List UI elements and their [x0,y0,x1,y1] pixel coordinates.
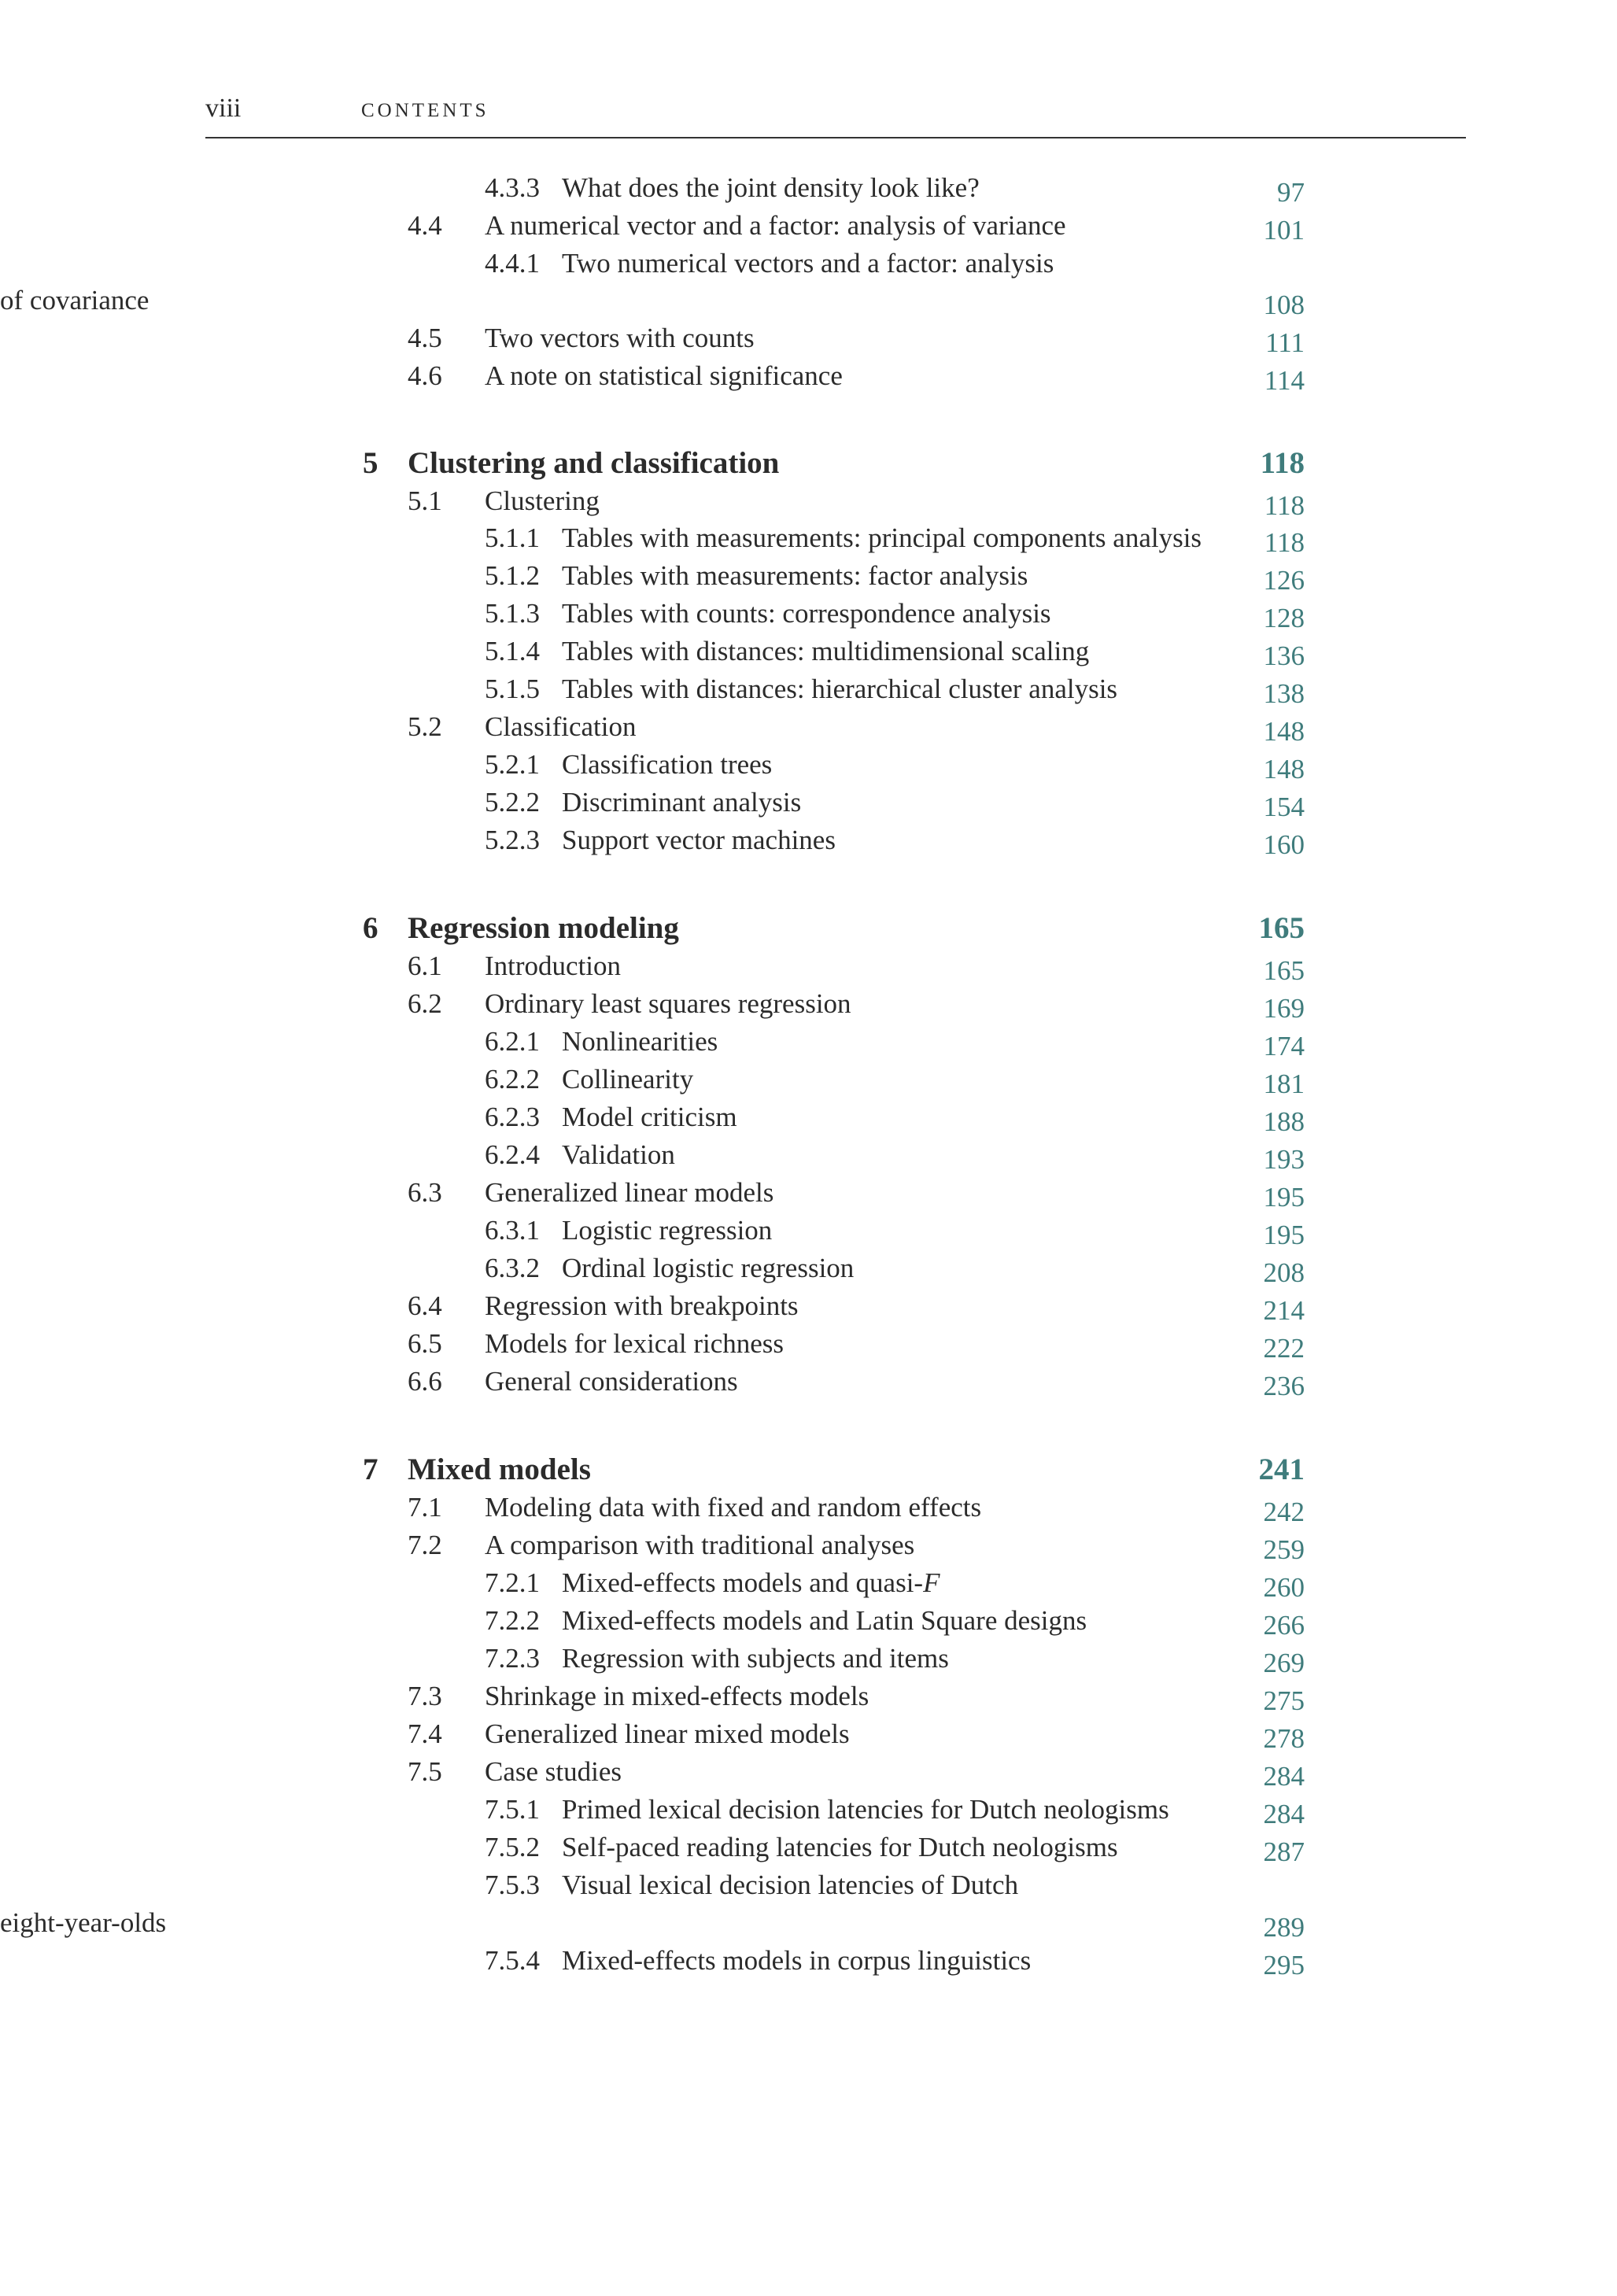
toc-entry-title: Nonlinearities [562,1026,718,1057]
toc-entry-number: 5.2.1 [485,749,540,780]
toc-entry [0,671,1617,707]
toc-entry-number: 4.6 [408,360,442,391]
toc-entry-number: 5.2.3 [485,825,540,855]
toc-entry-number: 7.2.2 [485,1605,540,1636]
toc-entry-title: A comparison with traditional analyses [485,1530,915,1560]
toc-entry-title: Collinearity [562,1064,694,1094]
toc-entry-title: Tables with distances: multidimensional scaling [562,636,1090,666]
toc-page-number: 236 [1263,1371,1305,1401]
toc-entry [0,1867,1617,1903]
toc-entry [0,747,1617,783]
toc-entry-number: 7.5.1 [485,1794,540,1825]
toc-entry [0,358,1617,394]
toc-entry [0,1754,1617,1790]
toc-entry [0,1364,1617,1400]
toc-page-number: 118 [1264,527,1305,558]
toc-entry-title: Ordinary least squares regression [485,988,851,1019]
toc-entry [0,1641,1617,1677]
toc-entry [0,1603,1617,1639]
toc-entry-number: 6.3.2 [485,1253,540,1283]
toc-page-number: 193 [1263,1144,1305,1175]
toc-entry-title: Modeling data with fixed and random effects [485,1492,982,1523]
toc-page-number: 287 [1263,1836,1305,1867]
toc-entry-title: Generalized linear models [485,1177,774,1208]
toc-entry [0,1061,1617,1098]
toc-entry-number: 7.5 [408,1756,442,1787]
toc-entry [0,170,1617,206]
toc-entry-number: 5.1 [408,485,442,516]
toc-page-number: 118 [1264,490,1305,521]
toc-page-number: 154 [1263,792,1305,822]
toc-entry [0,1024,1617,1060]
toc-entry-title: Self-paced reading latencies for Dutch neologisms [562,1832,1118,1862]
toc-entry-number: 5.2.2 [485,787,540,818]
toc-entry-title: eight-year-olds [0,1907,167,1938]
toc-entry [0,1905,1617,1941]
toc-entry-number: 4.5 [408,323,442,353]
toc-page-number: 284 [1263,1799,1305,1829]
toc-entry [0,1326,1617,1362]
toc-entry-title: Introduction [485,951,622,981]
toc-entry-number: 6.2.4 [485,1139,540,1170]
toc-page-number: 242 [1263,1497,1305,1527]
toc-entry-title: Logistic regression [562,1215,773,1246]
toc-entry-title: Classification trees [562,749,773,780]
toc-entry-title: Models for lexical richness [485,1328,785,1359]
running-head: CONTENTS [361,100,489,121]
toc-entry-number: 7.4 [408,1718,442,1749]
toc-entry-title: A numerical vector and a factor: analysis of variance [485,210,1066,241]
toc-entry-number: 6.2.1 [485,1026,540,1057]
toc-entry-number: 5.2 [408,711,442,742]
toc-entry-title: Visual lexical decision latencies of Dutch [562,1870,1019,1900]
toc-page-number: 188 [1263,1106,1305,1137]
toc-page-number: 165 [1263,955,1305,986]
toc-page-number: 275 [1263,1685,1305,1716]
toc-entry-title: Support vector machines [562,825,836,855]
toc-entry-number: 7.5.4 [485,1945,540,1976]
toc-entry-title: Regression modeling [408,911,679,945]
toc-entry-number: 7.2.3 [485,1643,540,1674]
toc-entry-number: 7.5.2 [485,1832,540,1862]
toc-entry [0,1716,1617,1752]
toc-entry-number: 6.3 [408,1177,442,1208]
toc-entry [0,1792,1617,1828]
toc-entry-number: 7 [363,1453,378,1486]
toc-entry [0,1527,1617,1563]
toc-entry-number: 5 [363,446,378,480]
toc-entry-number: 6 [363,911,378,945]
toc-entry [0,208,1617,244]
toc-entry-number: 7.2.1 [485,1567,540,1598]
toc-page-number: 108 [1263,290,1305,320]
toc-entry-number: 6.2.3 [485,1102,540,1132]
toc-entry [0,245,1617,282]
toc-page-number: 295 [1263,1950,1305,1980]
toc-entry [0,1288,1617,1324]
toc-entry-number: 6.4 [408,1290,442,1321]
toc-entry-number: 5.1.3 [485,598,540,629]
toc-page-number: 241 [1258,1453,1305,1486]
toc-entry-number: 6.2 [408,988,442,1019]
toc-entry [0,282,1617,319]
toc-entry-title: Tables with distances: hierarchical cluster analysis [562,674,1118,704]
toc-entry [0,1489,1617,1526]
toc-page-number: 148 [1263,716,1305,747]
toc-entry-title: Regression with subjects and items [562,1643,949,1674]
toc-page-number: 169 [1263,993,1305,1024]
toc-entry-number: 5.1.1 [485,522,540,553]
toc-page-number: 126 [1263,565,1305,596]
page-number: viii [205,94,242,123]
toc-page-number: 195 [1263,1182,1305,1213]
toc-entry-title: Clustering and classification [408,446,780,480]
toc-page-number: 278 [1263,1723,1305,1754]
toc-page-number: 181 [1263,1069,1305,1099]
toc-entry-title: Classification [485,711,637,742]
toc-entry [0,784,1617,821]
toc-page-number: 111 [1265,327,1305,358]
toc-entry-number: 4.3.3 [485,172,540,203]
toc-entry-title: Tables with measurements: principal components analysis [562,522,1202,553]
toc-entry [0,1250,1617,1286]
toc-entry [0,1943,1617,1979]
toc-page-number: 260 [1263,1572,1305,1603]
toc-entry-title: Tables with counts: correspondence analysis [562,598,1051,629]
toc-chapter [0,910,1617,947]
toc-entry [0,1137,1617,1173]
toc-entry [0,320,1617,356]
toc-chapter [0,1452,1617,1488]
toc-entry-title: Model criticism [562,1102,737,1132]
toc-entry-title: of covariance [0,285,150,316]
toc-entry [0,483,1617,519]
toc-entry [0,709,1617,745]
toc-chapter [0,445,1617,482]
toc-entry-title: Tables with measurements: factor analysis [562,560,1028,591]
toc-page-number: 208 [1263,1257,1305,1288]
toc-page-number: 222 [1263,1333,1305,1364]
toc-entry [0,986,1617,1022]
toc-entry-title: A note on statistical significance [485,360,843,391]
toc-entry-number: 7.3 [408,1681,442,1711]
toc-entry-number: 6.2.2 [485,1064,540,1094]
toc-entry [0,1678,1617,1715]
toc-page-number: 118 [1260,446,1305,480]
toc-page-number: 214 [1263,1295,1305,1326]
toc-entry [0,596,1617,632]
toc-page-number: 114 [1264,365,1305,396]
toc-entry-title: Case studies [485,1756,622,1787]
toc-entry [0,1099,1617,1135]
toc-page-number: 259 [1263,1534,1305,1565]
toc-entry-number: 4.4.1 [485,248,540,279]
toc-page-number: 97 [1277,177,1305,208]
toc-entry [0,633,1617,670]
toc-entry-title: Mixed-effects models and Latin Square designs [562,1605,1087,1636]
toc-entry-title: What does the joint density look like? [562,172,980,203]
toc-entry-title: Generalized linear mixed models [485,1718,850,1749]
toc-entry-title: Validation [562,1139,675,1170]
toc-entry-title: Mixed-effects models and quasi-F [562,1567,940,1598]
toc-page-number: 195 [1263,1220,1305,1250]
toc-entry-number: 6.3.1 [485,1215,540,1246]
toc-entry-title: Discriminant analysis [562,787,802,818]
toc-page-number: 266 [1263,1610,1305,1641]
toc-page-number: 160 [1263,829,1305,860]
toc-entry-title: Mixed-effects models in corpus linguistics [562,1945,1032,1976]
toc-entry-number: 5.1.2 [485,560,540,591]
toc-page-number: 269 [1263,1648,1305,1678]
toc-entry-number: 6.6 [408,1366,442,1397]
toc-entry-title: Clustering [485,485,600,516]
toc-page-number: 128 [1263,603,1305,633]
toc-entry-number: 5.1.4 [485,636,540,666]
toc-entry-title: Regression with breakpoints [485,1290,799,1321]
toc-entry-number: 4.4 [408,210,442,241]
toc-page-number: 289 [1263,1912,1305,1943]
toc-entry-title: Two vectors with counts [485,323,755,353]
toc-entry-title: Two numerical vectors and a factor: analysis [562,248,1054,279]
toc-entry-number: 5.1.5 [485,674,540,704]
toc-page-number: 165 [1258,911,1305,945]
toc-page-number: 284 [1263,1761,1305,1792]
toc-entry [0,520,1617,556]
toc-page-number: 136 [1263,640,1305,671]
toc-entry [0,948,1617,984]
toc-entry-number: 6.5 [408,1328,442,1359]
toc-entry [0,1829,1617,1866]
toc-page-number: 138 [1263,678,1305,709]
toc-page-number: 101 [1263,215,1305,245]
toc-entry-number: 7.2 [408,1530,442,1560]
toc-entry-title: Shrinkage in mixed-effects models [485,1681,869,1711]
toc-entry-number: 6.1 [408,951,442,981]
toc-entry-title: Mixed models [408,1453,591,1486]
toc-page-number: 174 [1263,1031,1305,1061]
toc-entry [0,1175,1617,1211]
toc-entry-number: 7.5.3 [485,1870,540,1900]
toc-entry [0,822,1617,858]
toc-entry [0,1565,1617,1601]
toc-entry-title: Ordinal logistic regression [562,1253,855,1283]
toc-entry-number: 7.1 [408,1492,442,1523]
toc-entry [0,1213,1617,1249]
toc-entry-title: Primed lexical decision latencies for Dutch neologisms [562,1794,1169,1825]
toc-page-number: 148 [1263,754,1305,784]
toc-entry [0,558,1617,594]
toc-entry-title: General considerations [485,1366,738,1397]
